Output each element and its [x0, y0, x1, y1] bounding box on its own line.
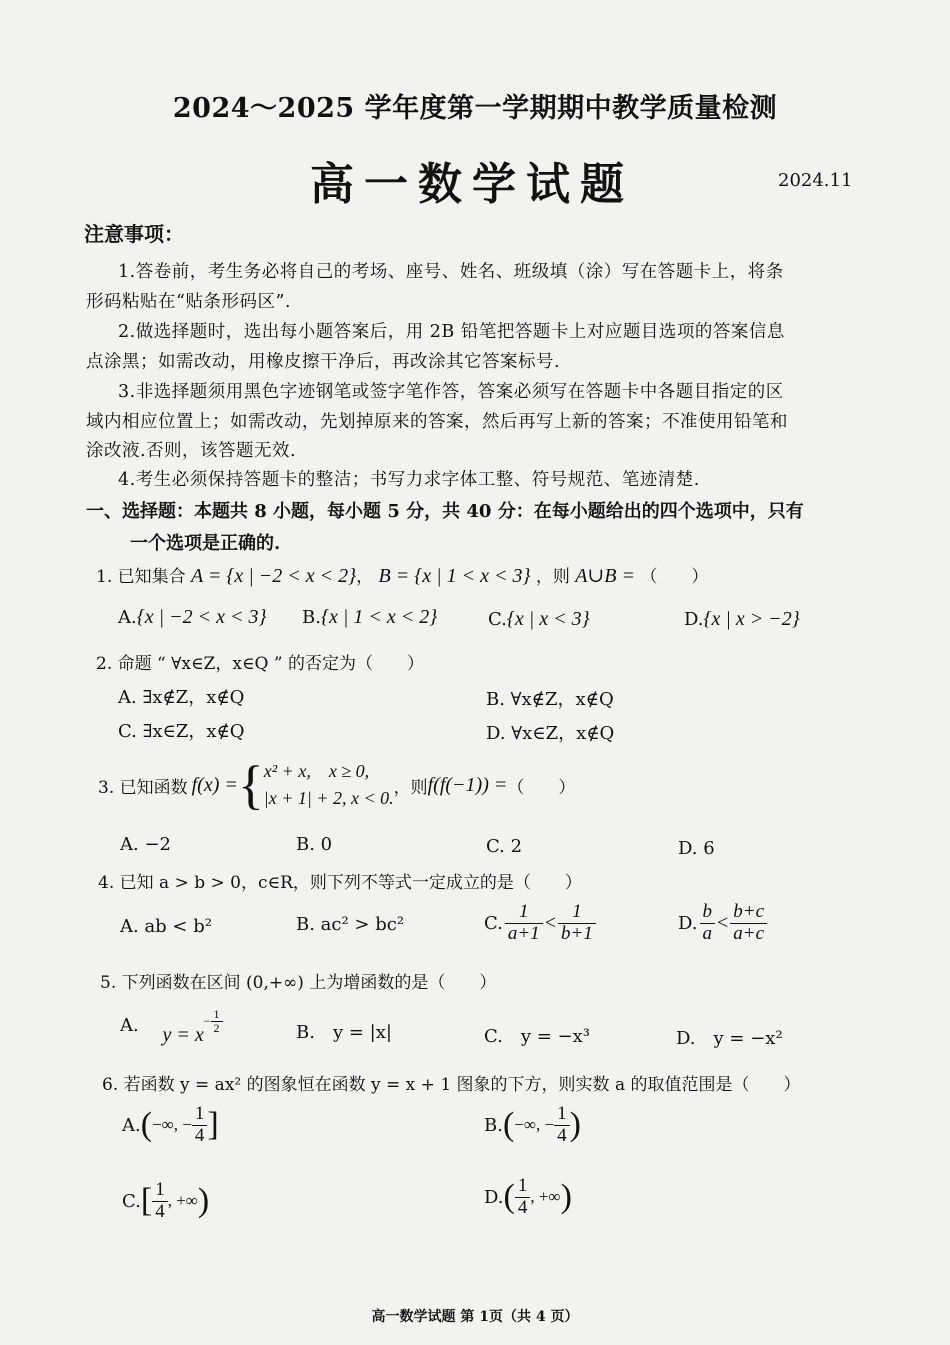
q1-option-c[interactable]	[488, 608, 590, 631]
q1-option-b[interactable]	[302, 606, 437, 629]
bracket: (	[502, 1106, 515, 1144]
bracket: )	[560, 1178, 572, 1216]
q3-cases	[264, 758, 394, 812]
question-3	[98, 750, 575, 820]
option-label: B.	[302, 607, 321, 628]
q5-option-d[interactable]: D. y = −x²	[676, 1028, 783, 1049]
exam-date: 2024.11	[778, 170, 853, 191]
q4-option-d[interactable]	[678, 902, 767, 945]
option-value: {x | x < 3}	[506, 608, 590, 630]
fraction: $\frac{b}{a}$	[700, 902, 716, 945]
subject-title: 高一数学试题	[310, 159, 634, 210]
q3-paren: （ ）	[507, 777, 576, 798]
q3-fx: f(x) =	[191, 773, 238, 796]
q4-option-a[interactable]: A. ab < b²	[120, 916, 212, 937]
q1-set-a: A = {x | −2 < x < 2}	[191, 565, 357, 587]
fraction: $\frac{1}{4}$	[554, 1104, 570, 1147]
notice-line: 涂改液.否则，该答题无效.	[86, 441, 297, 461]
q3-mid: ，则	[393, 777, 428, 798]
question-4: 4. 已知 a > b > 0，c∈R，则下列不等式一定成立的是（ ）	[98, 873, 582, 893]
option-label: D.	[684, 609, 704, 630]
option-label: A.	[120, 1015, 139, 1037]
q6-option-d[interactable]	[484, 1176, 572, 1219]
option-value: {x | x > −2}	[703, 608, 800, 630]
fraction: $\frac{1}{4}$	[152, 1180, 168, 1223]
q2-option-a[interactable]: A. ∃x∉Z，x∉Q	[118, 687, 245, 708]
relation: <	[544, 911, 556, 934]
interval-part: −∞, −	[152, 1115, 192, 1135]
q1-mid: ，则	[535, 567, 570, 587]
q3-option-b[interactable]: B. 0	[296, 834, 333, 855]
q2-option-d[interactable]: D. ∀x∈Z，x∉Q	[486, 723, 615, 744]
notice-line: 3.非选择题须用黑色字迹钢笔或签字笔作答，答案必须写在答题卡中各题目指定的区	[118, 382, 784, 402]
q1-ask: A∪B =	[575, 565, 635, 587]
q6-option-a[interactable]	[122, 1104, 219, 1147]
q1-option-a[interactable]	[118, 606, 266, 629]
q5-option-c[interactable]: C. y = −x³	[484, 1026, 590, 1047]
bracket: (	[503, 1178, 515, 1216]
bracket: [	[140, 1182, 153, 1220]
bracket: (	[140, 1106, 153, 1144]
fraction: $\frac{1}{a+1}$	[505, 902, 543, 945]
q1-option-d[interactable]	[684, 608, 800, 631]
option-label: A.	[118, 607, 137, 628]
q3-option-c[interactable]: C. 2	[486, 836, 523, 857]
q3-case-2: |x + 1| + 2, x < 0.	[263, 788, 394, 808]
notice-line: 域内相应位置上；如需改动，先划掉原来的答案，然后再写上新的答案；不准使用铅笔和	[86, 412, 788, 432]
bracket: )	[197, 1182, 210, 1220]
fraction: $\frac{1}{b+1}$	[558, 902, 596, 945]
q4-option-b[interactable]: B. ac² > bc²	[296, 914, 405, 935]
interval-part: , +∞	[167, 1191, 198, 1211]
exam-title: 2024～2025 学年度第一学期期中教学质量检测	[172, 93, 778, 124]
question-6: 6. 若函数 y = ax² 的图象恒在函数 y = x + 1 图象的下方，则实数 a 的取值范围是（ ）	[102, 1075, 801, 1095]
q1-set-b: B = {x | 1 < x < 3}	[378, 565, 531, 587]
option-value: y = x	[162, 1024, 204, 1047]
option-label: C.	[122, 1190, 141, 1212]
q3-option-a[interactable]: A. −2	[120, 834, 171, 855]
notice-line: 点涂黑；如需改动，用橡皮擦干净后，再改涂其它答案标号.	[86, 352, 561, 372]
q2-option-c[interactable]: C. ∃x∈Z，x∉Q	[118, 721, 245, 742]
q1-prefix: 1. 已知集合	[96, 567, 186, 587]
q6-option-c[interactable]	[122, 1180, 209, 1223]
notice-line: 2.做选择题时，选出每小题答案后，用 2B 铅笔把答题卡上对应题目选项的答案信息	[118, 322, 785, 342]
q3-ask: f(f(−1)) =	[427, 773, 508, 796]
option-label: C.	[488, 609, 507, 630]
section-heading: 一、选择题：本题共 8 小题，每小题 5 分，共 40 分：在每小题给出的四个选项中，只有	[86, 501, 804, 522]
option-label: C.	[484, 912, 503, 934]
interval-part: , +∞	[530, 1187, 561, 1207]
q3-prefix: 3. 已知函数	[98, 777, 188, 798]
option-value: {x | −2 < x < 3}	[136, 606, 267, 628]
section-heading-cont: 一个选项是正确的.	[130, 533, 281, 554]
bracket: )	[569, 1106, 581, 1144]
fraction: $\frac{1}{4}$	[192, 1104, 208, 1147]
fraction: $\frac{b+c}{a+c}$	[730, 902, 767, 945]
option-value: {x | 1 < x < 2}	[320, 606, 438, 628]
notice-line: 4.考生必须保持答题卡的整洁；书写力求字体工整、符号规范、笔迹清楚.	[118, 470, 700, 490]
option-label: D.	[484, 1186, 504, 1208]
q5-option-a[interactable]	[120, 1007, 223, 1047]
relation: <	[717, 911, 729, 934]
piecewise-brace: {	[237, 755, 264, 815]
question-1: 1. 已知集合 A = {x | −2 < x < 2}， B = {x | 1 < x < 3} ，则 A∪B = （ ）	[96, 565, 709, 587]
fraction: $\frac{1}{4}$	[515, 1176, 531, 1219]
bracket: ]	[207, 1106, 219, 1144]
option-label: D.	[678, 912, 698, 934]
interval-part: −∞, −	[514, 1115, 555, 1135]
notice-line: 形码粘贴在“贴条形码区”.	[86, 292, 291, 312]
notice-heading: 注意事项：	[84, 222, 184, 246]
q4-option-c[interactable]	[484, 902, 596, 945]
q1-paren: （ ）	[640, 567, 709, 587]
q5-option-b[interactable]: B. y = |x|	[296, 1022, 392, 1043]
exponent: − $\frac{1}{2}$	[204, 1008, 223, 1035]
page-footer: 高一数学试题 第 1页（共 4 页）	[371, 1309, 579, 1325]
q2-option-b[interactable]: B. ∀x∉Z，x∉Q	[486, 689, 614, 710]
notice-line: 1.答卷前，考生务必将自己的考场、座号、姓名、班级填（涂）写在答题卡上，将条	[118, 262, 784, 282]
q6-option-b[interactable]	[484, 1104, 581, 1147]
q3-option-d[interactable]: D. 6	[678, 838, 715, 859]
question-5: 5. 下列函数在区间 (0,+∞) 上为增函数的是（ ）	[100, 973, 497, 993]
option-label: B.	[484, 1114, 503, 1136]
option-label: A.	[122, 1114, 141, 1136]
q3-case-1: x² + x, x ≥ 0,	[263, 761, 370, 781]
question-2: 2. 命题 “ ∀x∈Z，x∈Q ” 的否定为（ ）	[96, 654, 424, 674]
